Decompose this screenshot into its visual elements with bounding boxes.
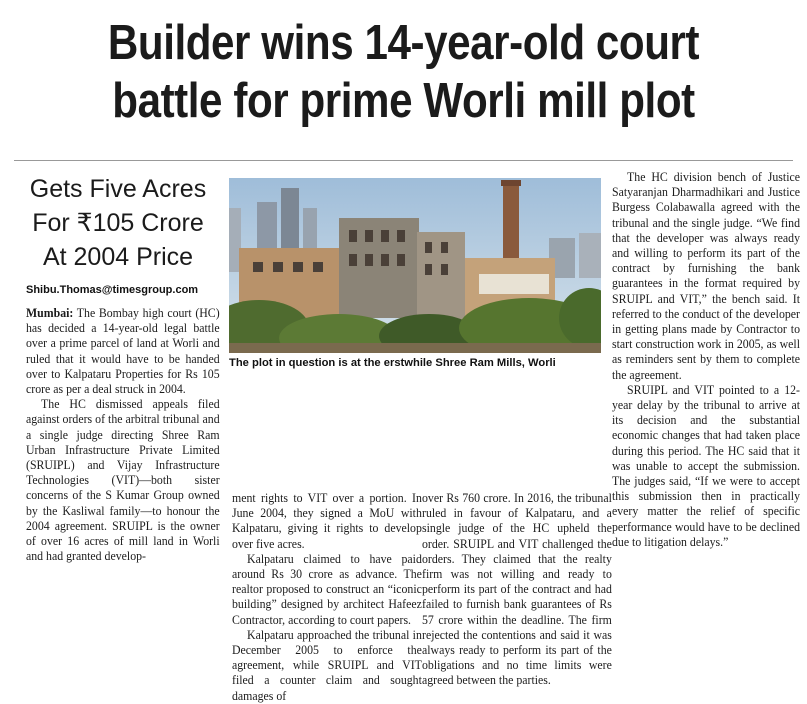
paragraph: Kalpataru approached the tribunal in December 2005 to enforce the agreement, while SRUIPL and VIT filed a counter claim and sought damages of bbox=[232, 627, 422, 703]
paragraph: over Rs 760 crore. In 2016, the tribunal ruled in favour of Kalpataru, and a single judge of the HC upheld the order. SRUIPL and VIT challenged the orders. They claimed that the realty firm was not willing and ready to perform its part of the contract and had failed to furnish bank guarantees of Rs 57 crore within the deadline. The firm rejected the contentions and said it was always ready to perform its part of the obligations and no time limits were agreed between the parties. bbox=[422, 491, 612, 688]
mill-photo-illustration bbox=[229, 178, 601, 353]
paragraph: Kalpataru claimed to have paid around Rs 30 crore as advance. The realtor proposed to construct an “iconic building” designed by architect Hafeez Contractor, according to court papers. bbox=[232, 551, 422, 627]
paragraph: ment rights to VIT over a portion. In June 2004, they signed a MoU with Kalpataru, giving it rights to develop over five acres. bbox=[232, 491, 422, 551]
paragraph: The HC dismissed appeals filed against orders of the arbitral tribunal and a single judge directing Shree Ram Urban Infrastructure Private Limited (SRUIPL) and Vijay Infrastructure Technologies (VIT)—both sister concerns of the S Kumar Group owned by the Kasliwal family—to honour the 2004 agreement. SRUIPL is the owner of over 16 acres of mill land in Worli and had granted develop- bbox=[26, 397, 220, 564]
column-1 bbox=[26, 306, 220, 564]
subheadline bbox=[18, 172, 218, 274]
dateline: Mumbai: bbox=[26, 306, 74, 320]
column-3 bbox=[422, 491, 612, 689]
column-2 bbox=[232, 491, 422, 704]
column-4 bbox=[612, 170, 800, 550]
headline-divider bbox=[14, 160, 793, 161]
subhead-line-1: Gets Five Acres bbox=[29, 175, 207, 203]
byline-email: Shibu.Thomas@timesgroup.com bbox=[26, 284, 199, 296]
subhead-line-2: For ₹105 Crore bbox=[32, 209, 204, 237]
headline-line-2: battle for prime Worli mill plot bbox=[112, 74, 695, 128]
paragraph bbox=[26, 306, 220, 397]
photo-caption: The plot in question is at the erstwhile Shree Ram Mills, Worli bbox=[229, 357, 556, 369]
paragraph: SRUIPL and VIT pointed to a 12-year delay by the tribunal to arrive at its decision and the substantial economic changes that had taken place during this period. The HC said that it was unable to accept the submission. The judges said, “If we were to accept this submission then in practically every matter the relief of specific performance would have to be declined due to litigation delays.” bbox=[612, 382, 800, 549]
headline-line-1: Builder wins 14-year-old court bbox=[107, 16, 700, 70]
subhead-line-3: At 2004 Price bbox=[42, 243, 194, 271]
headline bbox=[56, 14, 750, 130]
mill-photo bbox=[229, 178, 601, 353]
paragraph: The HC division bench of Justice Satyaranjan Dharmadhikari and Justice Burgess Colabawalla agreed with the tribunal and the single judge. “We find that the developer was always ready and willing to perform its part of the contract by furnishing the bank guarantees in the format required by SRUIPL and VIT,” the bench said. It referred to the conduct of the developer in getting plans made by Contractor to start construction work in 2005, as well as reminders sent by them to complete the agreement. bbox=[612, 170, 800, 382]
paragraph-text: The Bombay high court (HC) has decided a 14-year-old legal battle over a prime parcel of land at Worli and ruled that it would have to be handed over to Kalpataru Properties for Rs 105 crore as per a deal struck in 2004. bbox=[26, 306, 220, 397]
